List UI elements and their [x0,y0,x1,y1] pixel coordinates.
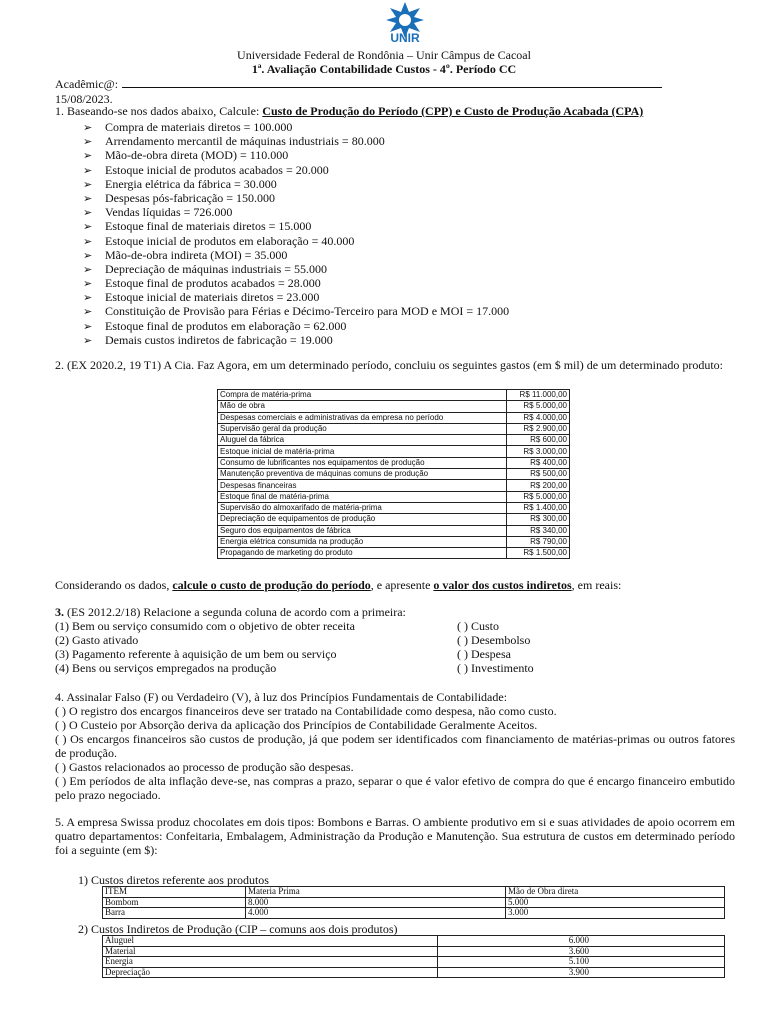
q1-intro-emphasis: Custo de Produção do Período (CPP) e Custo de Produção Acabada (CPA) [262,104,644,118]
table-row [218,502,570,513]
cost-item: Estoque final de matéria-prima [218,491,507,502]
arrow-bullet-icon: ➢ [83,277,93,291]
q1-data-item [83,191,735,205]
arrow-bullet-icon: ➢ [83,121,93,134]
logo-text: UNIR [390,31,420,44]
table-row [218,423,570,434]
table-row [218,525,570,536]
q1-data-item-text: Mão-de-obra indireta (MOI) = 35.000 [105,247,288,262]
cost-value: R$ 3.000,00 [507,446,570,457]
table-row [218,401,570,412]
q1-data-item [83,333,735,347]
question-4 [55,690,735,802]
table-cell: 3.000 [506,908,725,919]
q1-data-item [83,148,735,162]
cost-item: Despesas financeiras [218,480,507,491]
arrow-bullet-icon: ➢ [83,319,93,333]
q1-data-item-text: Estoque final de produtos em elaboração = 62.000 [105,318,347,333]
q1-intro-text: 1. Baseando-se nos dados abaixo, Calcule: [55,104,263,118]
cost-item: Mão de obra [218,401,507,412]
q3-matching-rows [55,619,735,675]
q3-row [55,661,735,675]
q3-right-item[interactable]: ( ) Investimento [457,661,534,675]
cost-value: R$ 4.000,00 [507,412,570,423]
q1-data-item [83,177,735,191]
q3-left-item: (3) Pagamento referente à aquisição de um bem ou serviço [55,647,337,661]
arrow-bullet-icon: ➢ [83,248,93,262]
table-header-row [103,887,725,898]
table-row [218,412,570,423]
cost-item: Despesas comerciais e administrativas da empresa no período [218,412,507,423]
q1-data-item-text: Estoque inicial de materiais diretos = 23.000 [105,290,320,305]
q2-conclusion-emph-2: o valor dos custos indiretos [433,578,572,592]
q1-data-item-text: Estoque inicial de produtos acabados = 20.000 [105,162,329,177]
table-row [218,457,570,468]
cost-value: R$ 5.000,00 [507,401,570,412]
q2-conclusion-post: , em reais: [571,578,622,592]
arrow-bullet-icon: ➢ [83,149,93,163]
q2-conclusion-pre: Considerando os dados, [55,578,173,592]
table-row [218,435,570,446]
table-row [103,908,725,919]
table-row [218,514,570,525]
table-row [103,936,725,947]
q3-right-item[interactable]: ( ) Custo [457,619,499,633]
q1-data-item-text: Demais custos indiretos de fabricação = 19.000 [105,332,333,347]
q1-data-item [83,163,735,177]
cost-value: R$ 11.000,00 [507,390,570,401]
arrow-bullet-icon: ➢ [83,333,93,347]
cost-value: R$ 500,00 [507,469,570,480]
q2-cost-table [217,389,570,559]
arrow-bullet-icon: ➢ [83,220,93,234]
arrow-bullet-icon: ➢ [83,234,93,248]
table-cell: Bombom [103,897,246,908]
table-row [103,946,725,957]
indirect-cost-value: 3.600 [438,946,725,957]
arrow-bullet-icon: ➢ [83,291,93,305]
cost-value: R$ 340,00 [507,525,570,536]
q5-subtitle-1: 1) Custos diretos referente aos produtos [78,873,269,887]
q1-data-item-text: Compra de materiais diretos = 100.000 [105,120,293,134]
table-row [218,390,570,401]
question-3 [55,605,735,675]
name-blank[interactable] [122,77,662,88]
cost-item: Depreciação de equipamentos de produção [218,514,507,525]
q1-data-item [83,234,735,248]
q1-data-item [83,219,735,233]
table-row [218,480,570,491]
cost-value: R$ 600,00 [507,435,570,446]
academic-label: Acadêmic@: [55,77,119,91]
q3-row [55,647,735,661]
indirect-cost-value: 5.100 [438,957,725,968]
arrow-bullet-icon: ➢ [83,305,93,319]
cost-item: Aluguel da fábrica [218,435,507,446]
indirect-cost-item: Material [103,946,438,957]
q1-data-item [83,262,735,276]
q3-number: 3. [55,605,64,619]
q1-data-item [83,248,735,262]
q1-data-item-text: Mão-de-obra direta (MOD) = 110.000 [105,148,289,163]
table-header-cell: Materia Prima [246,887,506,898]
q1-data-item [83,205,735,219]
cost-value: R$ 400,00 [507,457,570,468]
indirect-cost-item: Depreciação [103,967,438,978]
q1-data-item-text: Estoque inicial de produtos em elaboração = 40.000 [105,233,355,248]
indirect-cost-value: 6.000 [438,936,725,947]
arrow-bullet-icon: ➢ [83,177,93,191]
q3-right-item[interactable]: ( ) Desembolso [457,633,531,647]
q1-data-item [83,290,735,304]
q3-intro-text: (ES 2012.2/18) Relacione a segunda coluna de acordo com a primeira: [64,605,406,619]
arrow-bullet-icon: ➢ [83,206,93,220]
cost-item: Propagando de marketing do produto [218,548,507,559]
q1-data-item-text: Vendas líquidas = 726.000 [105,205,233,220]
table-row [218,491,570,502]
q4-statement[interactable]: ( ) O Custeio por Absorção deriva da aplicação dos Princípios de Contabilidade Geralmente Aceitos. [55,718,538,732]
arrow-bullet-icon: ➢ [83,163,93,177]
exam-date: 15/08/2023. [55,92,113,106]
question-1 [55,104,735,347]
q5-indirect-costs-table [102,935,725,978]
table-row [218,446,570,457]
q1-data-item [83,134,735,148]
indirect-cost-value: 3.900 [438,967,725,978]
table-row [218,469,570,480]
cost-value: R$ 200,00 [507,480,570,491]
cost-item: Energia elétrica consumida na produção [218,536,507,547]
q1-data-item-text: Estoque final de produtos acabados = 28.000 [105,276,321,291]
q3-row [55,619,735,633]
table-cell: Barra [103,908,246,919]
q1-data-item-text: Constituição de Provisão para Férias e Décimo-Terceiro para MOD e MOI = 17.000 [105,304,510,319]
q3-left-item: (1) Bem ou serviço consumido com o objetivo de obter receita [55,619,355,633]
q4-statement-list [55,704,735,802]
q2-intro: 2. (EX 2020.2, 19 T1) A Cia. Faz Agora, em um determinado período, concluiu os seguintes gastos (em $ mil) de um determinado produto: [55,358,723,372]
q1-data-item [83,276,735,290]
q1-data-item-text: Energia elétrica da fábrica = 30.000 [105,176,277,191]
q3-left-item: (4) Bens ou serviços empregados na produção [55,661,277,675]
indirect-cost-item: Energia [103,957,438,968]
cost-item: Consumo de lubrificantes nos equipamentos de produção [218,457,507,468]
q1-data-list [83,120,735,347]
unir-logo [370,0,440,44]
q3-left-item: (2) Gasto ativado [55,633,139,647]
q4-statement[interactable]: ( ) Gastos relacionados ao processo de produção são despesas. [55,760,354,774]
university-line: Universidade Federal de Rondônia – Unir Câmpus de Cacoal [237,48,531,62]
cost-item: Manutenção preventiva de máquinas comuns de produção [218,469,507,480]
arrow-bullet-icon: ➢ [83,135,93,149]
q5-subtitle-2: 2) Custos Indiretos de Produção (CIP – comuns aos dois produtos) [78,922,398,936]
table-row [218,536,570,547]
table-row [103,897,725,908]
q3-right-item[interactable]: ( ) Despesa [457,647,511,661]
q4-intro: 4. Assinalar Falso (F) ou Verdadeiro (V), à luz dos Princípios Fundamentais de Contabilidade: [55,690,508,704]
q3-intro [55,605,735,619]
q2-conclusion [55,578,735,592]
q1-data-item-text: Depreciação de máquinas industriais = 55.000 [105,261,328,276]
cost-item: Supervisão do almoxarifado de matéria-prima [218,502,507,513]
q1-data-item-text: Arrendamento mercantil de máquinas industriais = 80.000 [105,134,385,149]
q5-intro: 5. A empresa Swissa produz chocolates em dois tipos: Bombons e Barras. O ambiente produtivo em si e suas atividades de apoio ocorrem em quatro departamentos: Confeitaria, Embalagem, Administração da Produção e Manutenção. Sua estrutura de custos em determinado período foi a seguinte (em $): [55,815,735,857]
q1-data-item-text: Despesas pós-fabricação = 150.000 [105,190,276,205]
q4-statement[interactable]: ( ) Os encargos financeiros são custos de produção, já que podem ser identificados com financiamento de matérias-primas ou outros fatores de produção. [55,732,735,760]
cost-item: Seguro dos equipamentos de fábrica [218,525,507,536]
cost-value: R$ 300,00 [507,514,570,525]
q1-data-item [83,304,735,318]
cost-value: R$ 2.900,00 [507,423,570,434]
q5-direct-costs-table [102,886,725,919]
indirect-cost-item: Aluguel [103,936,438,947]
table-row [103,967,725,978]
q4-statement[interactable]: ( ) O registro dos encargos financeiros deve ser tratado na Contabilidade como despesa, não como custo. [55,704,557,718]
cost-item: Estoque inicial de matéria-prima [218,446,507,457]
cost-value: R$ 1.400,00 [507,502,570,513]
table-row [103,957,725,968]
table-header-cell: ITEM [103,887,246,898]
table-row [218,548,570,559]
cost-item: Compra de matéria-prima [218,390,507,401]
q1-intro [55,104,735,118]
academic-line [55,77,715,107]
exam-title: 1ª. Avaliação Contabilidade Custos - 4º. Período CC [251,62,517,76]
q4-statement[interactable]: ( ) Em períodos de alta inflação deve-se, nas compras a prazo, separar o que é valor efetivo de compra do que é encargo financeiro embutido pelo prazo negociado. [55,774,735,802]
arrow-bullet-icon: ➢ [83,191,93,205]
q2-conclusion-mid: , e apresente [370,578,434,592]
cost-value: R$ 790,00 [507,536,570,547]
table-cell: 4.000 [246,908,506,919]
q2-conclusion-emph-1: calcule o custo de produção do período [172,578,371,592]
cost-value: R$ 5.000,00 [507,491,570,502]
q1-data-item [83,319,735,333]
table-cell: 8.000 [246,897,506,908]
cost-item: Supervisão geral da produção [218,423,507,434]
q1-data-item [83,120,735,134]
arrow-bullet-icon: ➢ [83,262,93,276]
cost-value: R$ 1.500,00 [507,548,570,559]
q1-data-item-text: Estoque final de materiais diretos = 15.000 [105,219,312,234]
table-cell: 5.000 [506,897,725,908]
table-header-cell: Mão de Obra direta [506,887,725,898]
q3-row [55,633,735,647]
